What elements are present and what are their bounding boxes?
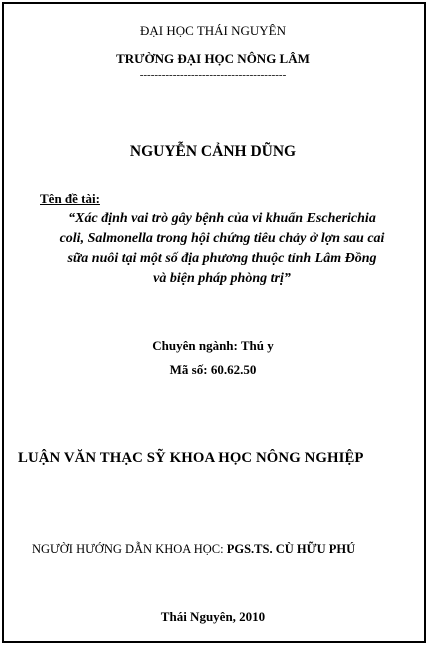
thesis-title-line-3: sữa nuôi tại một số địa phương thuộc tỉnh Lâm Đồng xyxy=(67,251,377,266)
school-name: TRƯỜNG ĐẠI HỌC NÔNG LÂM xyxy=(116,51,310,66)
university-name: ĐẠI HỌC THÁI NGUYÊN xyxy=(140,23,286,38)
specialization-major: Chuyên ngành: Thú y xyxy=(152,338,274,353)
author-name: NGUYỄN CẢNH DŨNG xyxy=(129,143,297,160)
specialization-code: Mã số: 60.62.50 xyxy=(169,362,257,377)
thesis-title-line-4: và biện pháp phòng trị” xyxy=(153,271,291,286)
header-divider: ---------------------------------------- xyxy=(139,69,287,81)
place-and-year: Thái Nguyên, 2010 xyxy=(160,609,266,624)
advisor-name: PGS.TS. CÙ HỮU PHÚ xyxy=(226,542,356,556)
thesis-title-line-1: “Xác định vai trò gây bệnh của vi khuẩn Escherichia xyxy=(68,211,376,226)
advisor-line xyxy=(32,542,355,557)
thesis-title xyxy=(36,209,408,289)
topic-label: Tên đề tài: xyxy=(40,191,100,206)
advisor-label: NGƯỜI HƯỚNG DẪN KHOA HỌC: xyxy=(32,542,224,556)
thesis-title-line-2: coli, Salmonella trong hội chứng tiêu chảy ở lợn sau cai xyxy=(59,231,385,246)
thesis-type: LUẬN VĂN THẠC SỸ KHOA HỌC NÔNG NGHIỆP xyxy=(18,450,364,466)
